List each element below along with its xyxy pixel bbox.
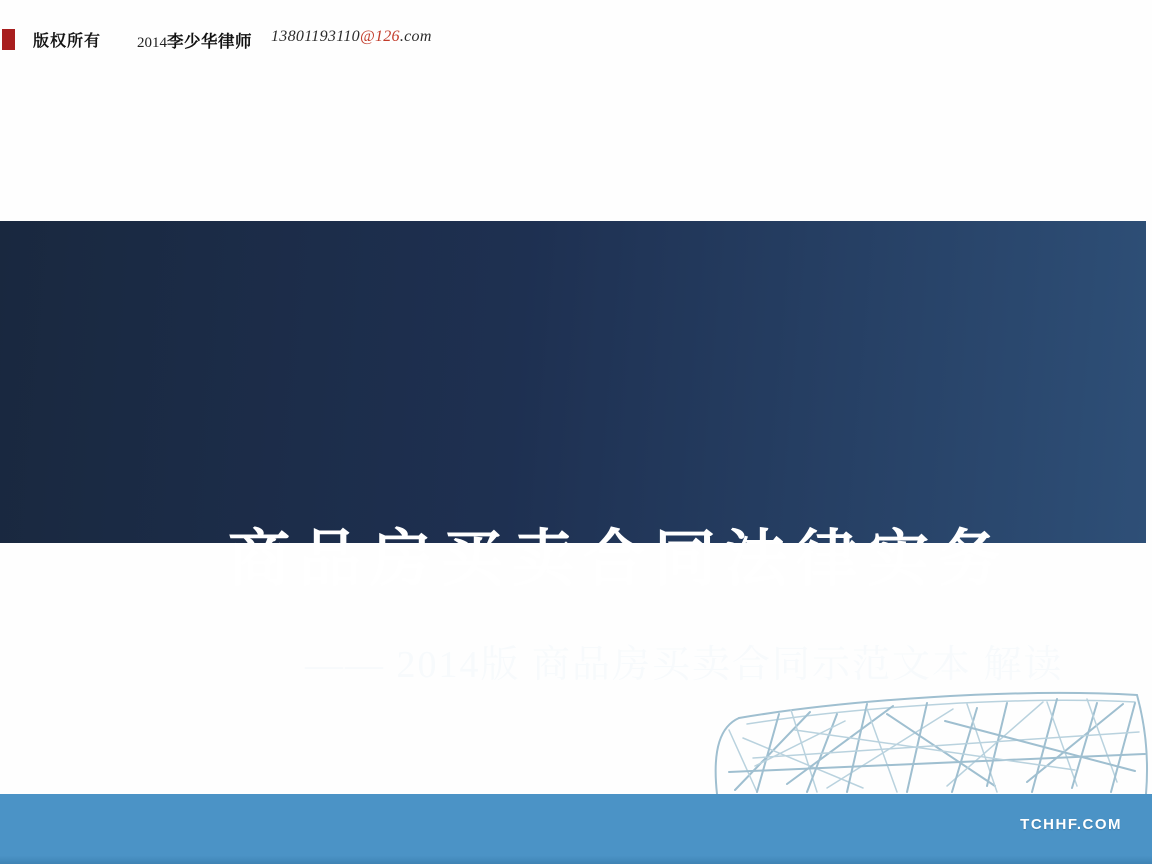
website-label: TCHHF.COM <box>1020 816 1122 833</box>
copyright-label: 版权所有 <box>33 33 102 50</box>
birds-nest-wireframe-graphic <box>695 676 1152 794</box>
email-suffix: .com <box>399 28 432 45</box>
author-name: 李少华律师 <box>167 33 252 51</box>
slide-subtitle: —— 2014版 商品房买卖合同示范文本 解读 <box>305 644 1064 686</box>
red-accent-square <box>2 29 15 50</box>
contact-email <box>271 28 432 46</box>
slide-title: 商品房买卖合同法律实务 <box>228 526 1010 594</box>
email-highlight: @126 <box>359 28 400 45</box>
birds-nest-icon <box>695 676 1152 794</box>
author-line <box>137 28 252 52</box>
year-label: 2014 <box>137 35 167 51</box>
email-prefix: 13801193110 <box>271 28 360 45</box>
footer-bar <box>0 794 1152 864</box>
title-banner <box>0 221 1146 686</box>
